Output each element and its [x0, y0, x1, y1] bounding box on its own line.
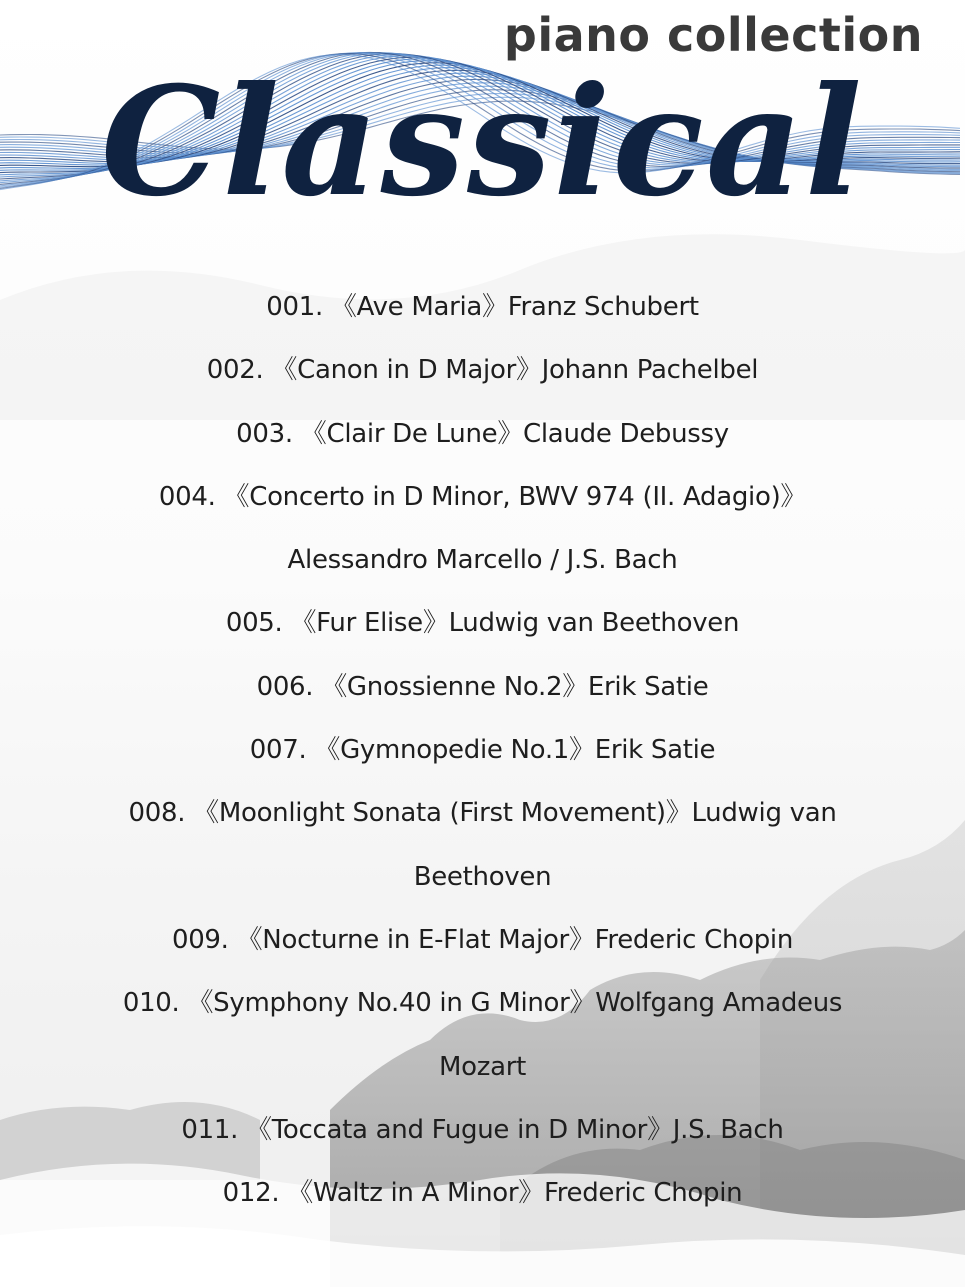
track-line: 003. 《Clair De Lune》Claude Debussy	[236, 418, 729, 449]
track-line: 007. 《Gymnopedie No.1》Erik Satie	[249, 735, 716, 766]
track-line: 012. 《Waltz in A Minor》Frederic Chopin	[222, 1178, 743, 1209]
track-line: 001. 《Ave Maria》Franz Schubert	[266, 292, 699, 322]
page-title: Classical	[101, 54, 864, 230]
track-line: 009. 《Nocturne in E-Flat Major》Frederic Chopin	[171, 924, 794, 955]
track-line: 005. 《Fur Elise》Ludwig van Beethoven	[225, 608, 740, 639]
track-line: Beethoven	[413, 861, 552, 892]
track-line: 010. 《Symphony No.40 in G Minor》Wolfgang Amadeus	[122, 988, 843, 1019]
track-line: Alessandro Marcello / J.S. Bach	[287, 545, 678, 576]
track-line: 004. 《Concerto in D Minor, BWV 974 (II. Adagio)》	[158, 481, 807, 512]
track-line: 002. 《Canon in D Major》Johann Pachelbel	[206, 355, 759, 386]
track-list	[60, 276, 905, 1225]
subtitle: piano collection	[503, 8, 923, 62]
track-line: 006. 《Gnossienne No.2》Erik Satie	[256, 671, 709, 702]
track-line: 011. 《Toccata and Fugue in D Minor》J.S. Bach	[181, 1114, 784, 1145]
track-line: 008. 《Moonlight Sonata (First Movement)》Ludwig van	[128, 798, 837, 829]
track-line: Mozart	[438, 1051, 526, 1082]
